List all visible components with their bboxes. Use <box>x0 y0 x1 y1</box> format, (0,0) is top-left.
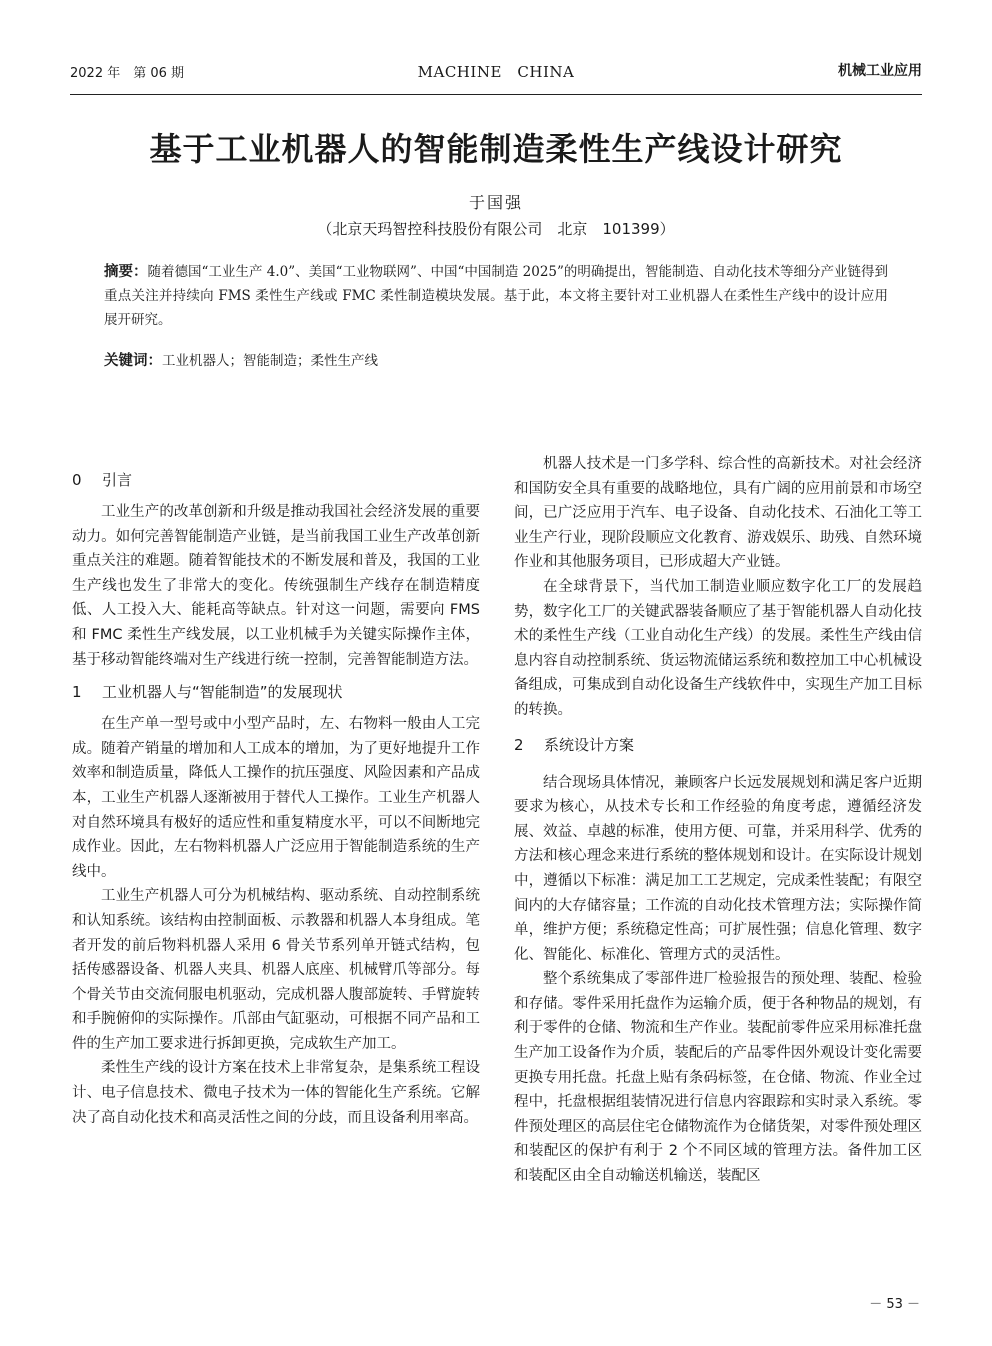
right-column <box>514 452 922 1189</box>
page-number: － 53 － <box>869 1297 920 1312</box>
section-title: 工业机器人与“智能制造”的发展现状 <box>102 683 343 702</box>
paragraph: 柔性生产线的设计方案在技术上非常复杂，是集系统工程设计、电子信息技术、微电子技术为一体的智能化生产系统。它解决了高自动化技术和高灵活性之间的分歧，而且设备利用率高。 <box>72 1060 480 1126</box>
article-title: 基于工业机器人的智能制造柔性生产线设计研究 <box>149 130 843 168</box>
section-title: 引言 <box>102 471 133 489</box>
issue-info: 2022 年 第 06 期 <box>70 66 185 81</box>
author-affiliation: （北京天玛智控科技股份有限公司 北京 101399） <box>317 220 675 238</box>
abstract <box>104 260 888 332</box>
section-heading-1 <box>72 680 480 704</box>
paragraph: 机器人技术是一门多学科、综合性的高新技术。对社会经济和国防安全具有重要的战略地位，具有广阔的应用前景和市场空间，已广泛应用于汽车、电子设备、自动化技术、石油化工等工业生产行业，现阶段顺应文化教育、游戏娱乐、助残、自然环境作业和其他服务项目，已形成超大产业链。 <box>514 456 922 571</box>
keywords <box>104 349 888 373</box>
keywords-label: 关键词： <box>104 353 162 369</box>
page-header <box>70 58 922 95</box>
section-name: 机械工业应用 <box>838 63 922 79</box>
journal-name: MACHINE CHINA <box>417 63 575 81</box>
paragraph: 在全球背景下，当代加工制造业顺应数字化工厂的发展趋势，数字化工厂的关键武器装备顺应了基于智能机器人自动化技术的柔性生产线（工业自动化生产线）的发展。柔性生产线由信息内容自动控制系统、货运物流储运系统和数控加工中心机械设备组成，可集成到自动化设备生产线软件中，实现生产加工目标的转换。 <box>514 578 922 718</box>
section-number: 0 <box>72 471 82 489</box>
article-author: 于国强 <box>468 193 523 212</box>
abstract-label: 摘要： <box>104 264 148 280</box>
paragraph: 工业生产机器人可分为机械结构、驱动系统、自动控制系统和认知系统。该结构由控制面板、示教器和机器人本身组成。笔者开发的前后物料机器人采用 6 骨关节系列单开链式结构，包括传感器设备、机器人夹具、机器人底座、机械臂爪等部分。每个骨关节由交流伺服电机驱动，完成机器人腹部旋转、手臂旋转和手腕俯仰的实际操作。爪部由气缸驱动，可根据不同产品和工件的生产加工要求进行拆卸更换，完成软生产加工。 <box>72 888 480 1052</box>
abstract-text: 随着德国“工业生产 4.0”、美国“工业物联网”、中国“中国制造 2025”的明确提出，智能制造、自动化技术等细分产业链得到重点关注并持续向 FMS 柔性生产线或 FMC 柔性制造模块发展。基于此，本文将主要针对工业机器人在柔性生产线中的设计应用展开研究。 <box>104 264 888 328</box>
paragraph: 工业生产的改革创新和升级是推动我国社会经济发展的重要动力。如何完善智能制造产业链，是当前我国工业生产改革创新重点关注的难题。随着智能技术的不断发展和普及，我国的工业生产线也发生了非常大的变化。传统强制生产线存在制造精度低、人工投入大、能耗高等缺点。针对这一问题，需要向 FMS 和 FMC 柔性生产线发展，以工业机械手为关键实际操作主体，基于移动智能终端对生产线进行统一控制，完善智能制造方法。 <box>72 504 480 668</box>
paragraph: 结合现场具体情况，兼顾客户长远发展规划和满足客户近期要求为核心，从技术专长和工作经验的角度考虑，遵循经济发展、效益、卓越的标准，使用方便、可靠，并采用科学、优秀的方法和核心理念来进行系统的整体规划和设计。在实际设计规划中，遵循以下标准：满足加工工艺规定，完成柔性装配；有限空间内的大存储容量；工作流的自动化技术管理方法；实际操作简单，维护方便；系统稳定性高；可扩展性强；信息化管理、数字化、智能化、标准化、管理方式的灵活性。 <box>514 774 922 963</box>
section-number: 2 <box>514 735 524 754</box>
section-heading-0 <box>72 468 480 492</box>
section-title: 系统设计方案 <box>544 735 635 754</box>
section-number: 1 <box>72 683 82 702</box>
left-column <box>72 462 480 1130</box>
paragraph: 在生产单一型号或中小型产品时，左、右物料一般由人工完成。随着产销量的增加和人工成本的增加，为了更好地提升工作效率和制造质量，降低人工操作的抗压强度、风险因素和产品成本，工业生产机器人逐渐被用于替代人工操作。工业生产机器人对自然环境具有极好的适应性和重复精度水平，可以不间断地完成作业。因此，左右物料机器人广泛应用于智能制造系统的生产线中。 <box>72 716 480 880</box>
keywords-text: 工业机器人；智能制造；柔性生产线 <box>162 353 378 369</box>
section-heading-2 <box>514 733 922 757</box>
paragraph: 整个系统集成了零部件进厂检验报告的预处理、装配、检验和存储。零件采用托盘作为运输介质，便于各种物品的规划，有利于零件的仓储、物流和生产作业。装配前零件应采用标准托盘生产加工设备作为介质，装配后的产品零件因外观设计变化需要更换专用托盘。托盘上贴有条码标签，在仓储、物流、作业全过程中，托盘根据组装情况进行信息内容跟踪和实时录入系统。零件预处理区的高层住宅仓储物流作为仓储货架，对零件预处理区和装配区的保护有利于 2 个不同区域的管理方法。备件加工区和装配区由全自动输送机输送，装配区 <box>514 971 922 1185</box>
